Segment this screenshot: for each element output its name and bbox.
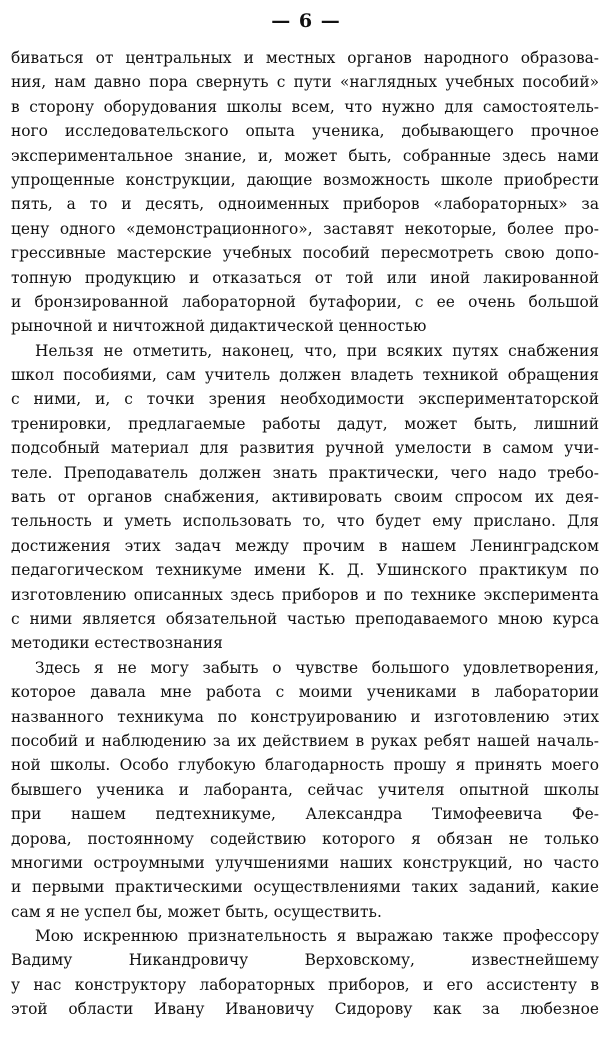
- text-line: названного техникума по конструированию и изготовлению этих: [11, 707, 599, 726]
- text-line: пособий и наблюдению за их действием в руках ребят нашей началь-: [11, 731, 599, 750]
- text-line: изготовлению описанных здесь приборов и по технике эксперимента: [11, 585, 599, 604]
- body-text: [11, 46, 599, 1022]
- text-line: этой области Ивану Ивановичу Сидорову как за любезное: [11, 1000, 599, 1019]
- paragraph-2: [11, 339, 599, 656]
- text-line: Здесь я не могу забыть о чувстве большого удовлетворения,: [35, 658, 599, 677]
- text-line: ния, нам давно пора свернуть с пути «наглядных учебных пособий»: [11, 73, 599, 92]
- text-line: методики естествознания: [11, 634, 223, 653]
- text-line: тренировки, предлагаемые работы дадут, может быть, лишний: [11, 414, 599, 433]
- text-line: педагогическом техникуме имени К. Д. Ушинского практикум по: [11, 561, 599, 580]
- text-line: в сторону оборудования школы всем, что нужно для самостоятель-: [11, 97, 599, 116]
- text-line: сам я не успел бы, может быть, осуществить.: [11, 902, 382, 921]
- text-line: с ними, и, с точки зрения необходимости экспериментаторской: [11, 390, 599, 409]
- page-number: — 6 —: [271, 10, 341, 32]
- text-line: экспериментальное знание, и, может быть, собранные здесь нами: [11, 146, 599, 165]
- text-line: тельность и уметь использовать то, что будет ему прислано. Для: [11, 512, 599, 531]
- text-line: ного исследовательского опыта ученика, добывающего прочное: [11, 122, 599, 141]
- text-line: достижения этих задач между прочим в нашем Ленинградском: [11, 536, 599, 555]
- text-line: ной школы. Особо глубокую благодарность прошу я принять моего: [11, 756, 599, 775]
- paragraph-4: [11, 924, 599, 1022]
- text-line: многими остроумными улучшениями наших конструкций, но часто: [11, 853, 599, 872]
- text-line: с ними является обязательной частью преподаваемого мною курса: [11, 609, 599, 628]
- text-line: Нельзя не отметить, наконец, что, при всяких путях снабжения: [35, 341, 599, 360]
- text-line: Мою искреннюю признательность я выражаю также профессору: [35, 927, 599, 946]
- text-line: школ пособиями, сам учитель должен владеть техникой обращения: [11, 366, 599, 385]
- text-line: цену одного «демонстрационного», заставят некоторые, более про-: [11, 219, 599, 238]
- text-line: и бронзированной лабораторной бутафории, с ее очень большой: [11, 292, 599, 311]
- text-line: теле. Преподаватель должен знать практически, чего надо требо-: [11, 463, 599, 482]
- text-line: дорова, постоянному содействию которого я обязан не только: [11, 829, 599, 848]
- text-line: у нас конструктору лабораторных приборов, и его ассистенту в: [11, 975, 599, 994]
- text-line: при нашем педтехникуме, Александра Тимофеевича Фе-: [11, 805, 599, 824]
- paragraph-1: [11, 46, 599, 339]
- text-line: и первыми практическими осуществлениями таких заданий, какие: [11, 878, 599, 897]
- text-line: топную продукцию и отказаться от той или иной лакированной: [11, 268, 599, 287]
- text-line: пять, а то и десять, одноименных приборов «лабораторных» за: [11, 195, 599, 214]
- text-line: рыночной и ничтожной дидактической ценностью: [11, 317, 427, 336]
- text-line: вать от органов снабжения, активировать своим спросом их дея-: [11, 488, 599, 507]
- text-line: грессивные мастерские учебных пособий пересмотреть свою допо-: [11, 244, 599, 263]
- text-line: подсобный материал для развития ручной умелости в самом учи-: [11, 439, 599, 458]
- text-line: Вадиму Никандровичу Верховскому, известнейшему: [11, 951, 599, 970]
- text-line: упрощенные конструкции, дающие возможность школе приобрести: [11, 170, 599, 189]
- paragraph-3: [11, 656, 599, 924]
- text-line: бывшего ученика и лаборанта, сейчас учителя опытной школы: [11, 780, 599, 799]
- text-line: которое давала мне работа с моими учениками в лаборатории: [11, 683, 599, 702]
- text-line: биваться от центральных и местных органов народного образова-: [11, 49, 599, 67]
